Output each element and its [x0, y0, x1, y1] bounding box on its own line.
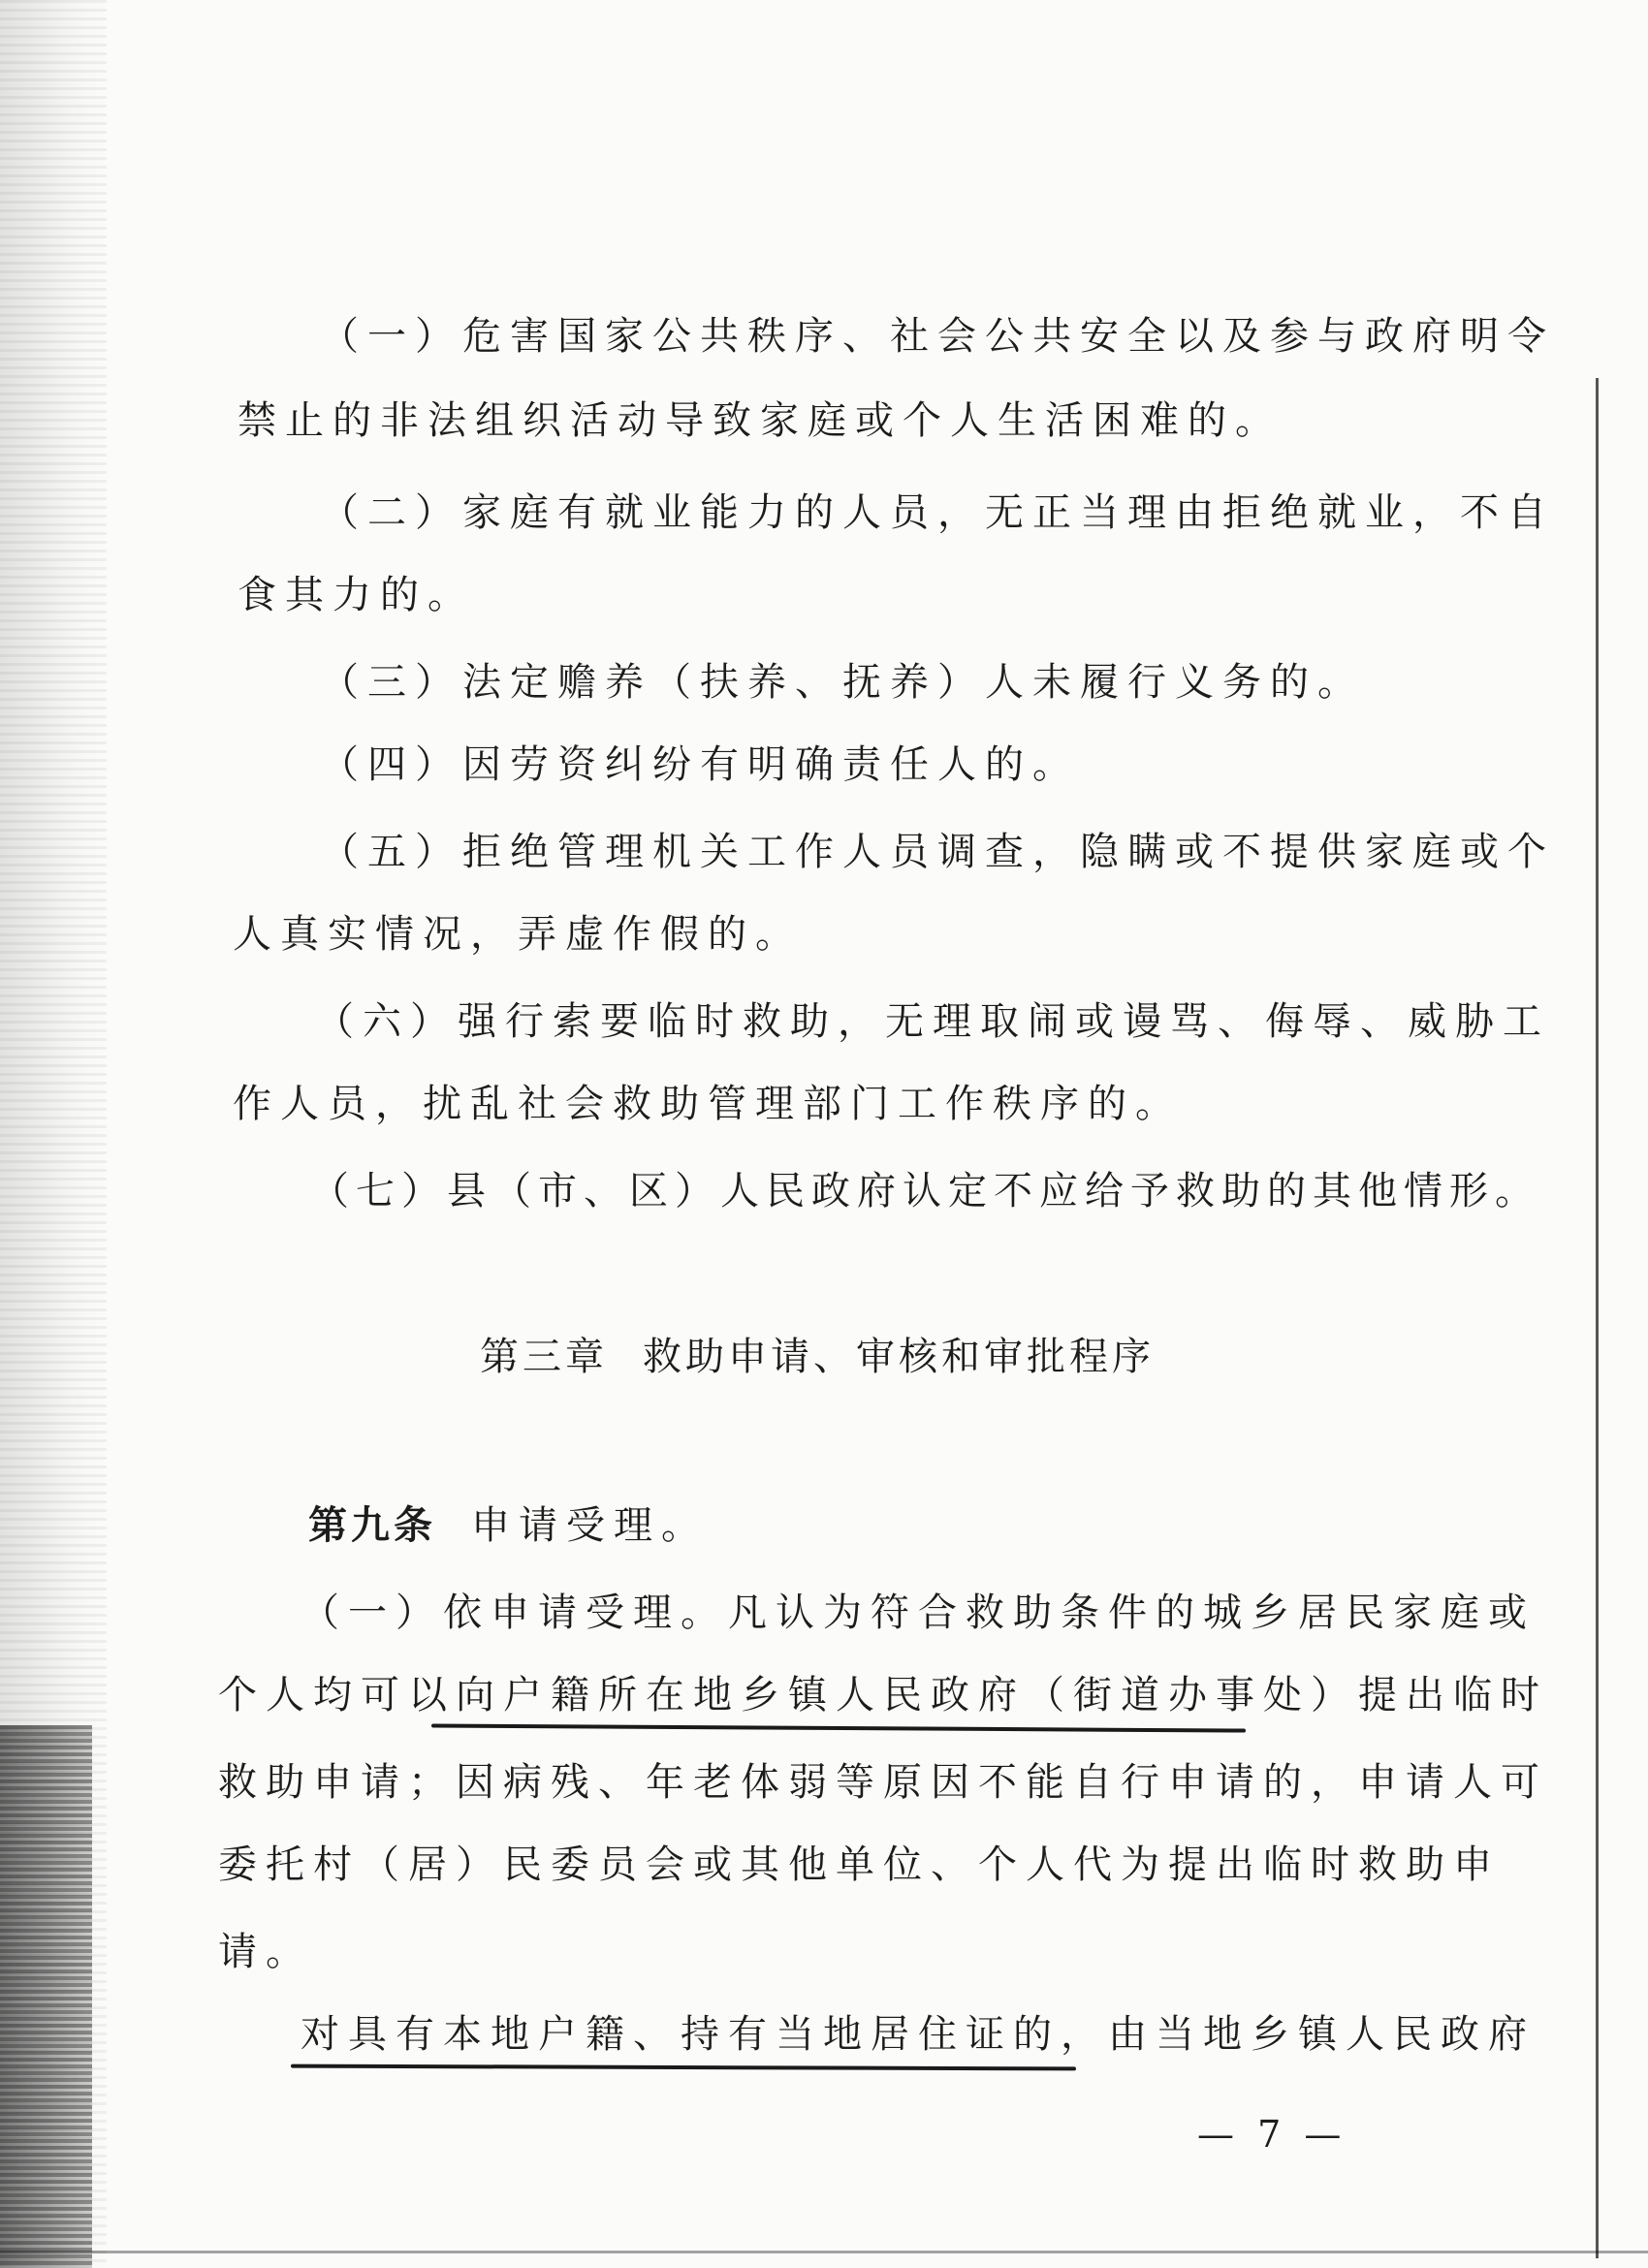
item-3-line: （三）法定赡养（扶养、抚养）人未履行义务的。 — [320, 660, 1365, 705]
body-line-2: 个人均可以向户籍所在地乡镇人民政府（街道办事处）提出临时 — [218, 1673, 1548, 1717]
item-2-line-2: 食其力的。 — [238, 573, 475, 617]
body-line-1: （一）依申请受理。凡认为符合救助条件的城乡居民家庭或 — [301, 1591, 1536, 1635]
body-line-4: 委托村（居）民委员会或其他单位、个人代为提出临时救助申 — [218, 1843, 1501, 1887]
page-number: — 7 — — [1197, 2113, 1347, 2156]
item-6-line-1: （六）强行索要临时救助，无理取闹或谩骂、侮辱、威胁工 — [315, 999, 1550, 1044]
article-title: 申请受理。 — [471, 1503, 709, 1548]
item-2-line-1: （二）家庭有就业能力的人员，无正当理由拒绝就业，不自 — [320, 490, 1555, 535]
body-line-3: 救助申请；因病残、年老体弱等原因不能自行申请的，申请人可 — [218, 1760, 1548, 1805]
handwritten-underline-1 — [431, 1723, 1246, 1732]
item-1-line-1: （一）危害国家公共秩序、社会公共安全以及参与政府明令 — [320, 314, 1555, 359]
article-number: 第九条 — [308, 1503, 436, 1548]
item-4-line: （四）因劳资纠纷有明确责任人的。 — [320, 742, 1080, 787]
article-heading — [308, 1502, 709, 1549]
item-5-line-2: 人真实情况，弄虚作假的。 — [233, 912, 803, 957]
item-6-line-2: 作人员，扰乱社会救助管理部门工作秩序的。 — [233, 1082, 1183, 1126]
item-5-line-1: （五）拒绝管理机关工作人员调查，隐瞒或不提供家庭或个 — [320, 830, 1555, 874]
item-7-line: （七）县（市、区）人民政府认定不应给予救助的其他情形。 — [310, 1169, 1540, 1213]
body-line-5: 请。 — [218, 1930, 313, 1974]
chapter-number: 第三章 — [480, 1335, 608, 1379]
handwritten-underline-2 — [291, 2064, 1076, 2071]
chapter-title: 救助申请、审核和审批程序 — [643, 1335, 1155, 1379]
page-edge-right — [1596, 378, 1599, 2258]
chapter-heading — [480, 1334, 1155, 1380]
body-line-6: 对具有本地户籍、持有当地居住证的，由当地乡镇人民政府 — [301, 2012, 1536, 2057]
page-edge-bottom — [0, 2251, 1648, 2253]
item-1-line-2: 禁止的非法组织活动导致家庭或个人生活困难的。 — [238, 398, 1283, 443]
scan-shadow-left-bottom — [0, 1725, 92, 2268]
